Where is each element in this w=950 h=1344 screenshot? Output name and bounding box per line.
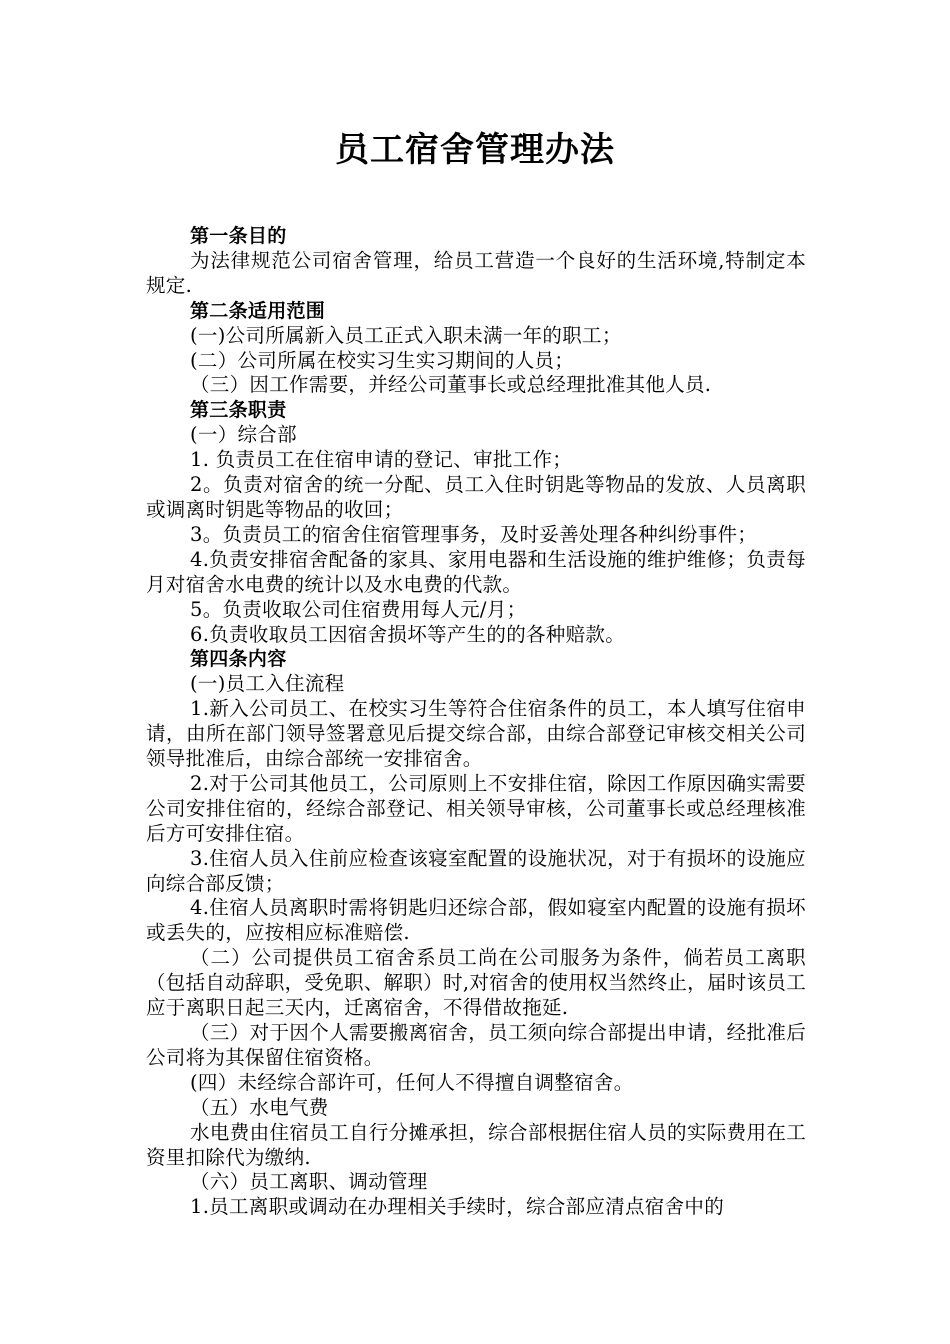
paragraph: 1.新入公司员工、在校实习生等符合住宿条件的员工，本人填写住宿申请，由所在部门领导签署意见后提交综合部，由综合部登记审核交相关公司领导批准后，由综合部统一安排宿舍。 xyxy=(146,697,806,771)
paragraph: 1.员工离职或调动在办理相关手续时，综合部应清点宿舍中的 xyxy=(190,1195,725,1219)
paragraph: 5。负责收取公司住宿费用每人元/月； xyxy=(190,597,527,621)
paragraph: (二）公司所属在校实习生实习期间的人员； xyxy=(190,348,575,372)
paragraph: (一）综合部 xyxy=(190,423,297,447)
paragraph: 3。负责员工的宿舍住宿管理事务，及时妥善处理各种纠纷事件； xyxy=(190,522,758,546)
document-title: 员工宿舍管理办法 xyxy=(335,130,615,170)
section-heading: 第三条职责 xyxy=(190,399,287,422)
paragraph: （五）水电气费 xyxy=(190,1095,329,1119)
paragraph: 3.住宿人员入住前应检查该寝室配置的设施状况，对于有损坏的设施应向综合部反馈； xyxy=(146,846,806,895)
paragraph: 水电费由住宿员工自行分摊承担，综合部根据住宿人员的实际费用在工资里扣除代为缴纳. xyxy=(146,1120,806,1169)
paragraph: 2.对于公司其他员工，公司原则上不安排住宿，除因工作原因确实需要公司安排住宿的，经综合部登记、相关领导审核，公司董事长或总经理核准后方可安排住宿。 xyxy=(146,771,806,845)
paragraph: 1. 负责员工在住宿申请的登记、审批工作； xyxy=(190,448,573,472)
paragraph: (四）未经综合部许可，任何人不得擅自调整宿舍。 xyxy=(190,1070,634,1094)
document-body xyxy=(146,224,806,1220)
paragraph: （三）对于因个人需要搬离宿舍，员工须向综合部提出申请，经批准后公司将为其保留住宿资格。 xyxy=(146,1021,806,1069)
paragraph: 6.负责收取员工因宿舍损坏等产生的的各种赔款。 xyxy=(190,622,626,646)
paragraph: （三）因工作需要，并经公司董事长或总经理批准其他人员. xyxy=(190,373,712,397)
paragraph: 4.住宿人员离职时需将钥匙归还综合部，假如寝室内配置的设施有损坏或丢失的，应按相应标准赔偿. xyxy=(146,896,806,945)
paragraph: 2。负责对宿舍的统一分配、员工入住时钥匙等物品的发放、人员离职或调离时钥匙等物品的收回； xyxy=(146,473,806,521)
paragraph: 为法律规范公司宿舍管理，给员工营造一个良好的生活环境,特制定本规定. xyxy=(146,248,806,297)
section-heading: 第一条目的 xyxy=(190,225,287,247)
paragraph: (一)员工入住流程 xyxy=(190,672,345,696)
paragraph: （二）公司提供员工宿舍系员工尚在公司服务为条件，倘若员工离职（包括自动辞职，受免职、解职）时,对宿舍的使用权当然终止，届时该员工应于离职日起三天内，迁离宿舍，不得借故拖延. xyxy=(146,946,806,1020)
paragraph: (一)公司所属新入员工正式入职未满一年的职工； xyxy=(190,323,622,347)
section-heading: 第二条适用范围 xyxy=(190,299,326,322)
paragraph: 4.负责安排宿舍配备的家具、家用电器和生活设施的维护维修；负责每月对宿舍水电费的统计以及水电费的代款。 xyxy=(146,547,806,596)
section-heading: 第四条内容 xyxy=(190,648,287,671)
paragraph: （六）员工离职、调动管理 xyxy=(190,1170,428,1194)
